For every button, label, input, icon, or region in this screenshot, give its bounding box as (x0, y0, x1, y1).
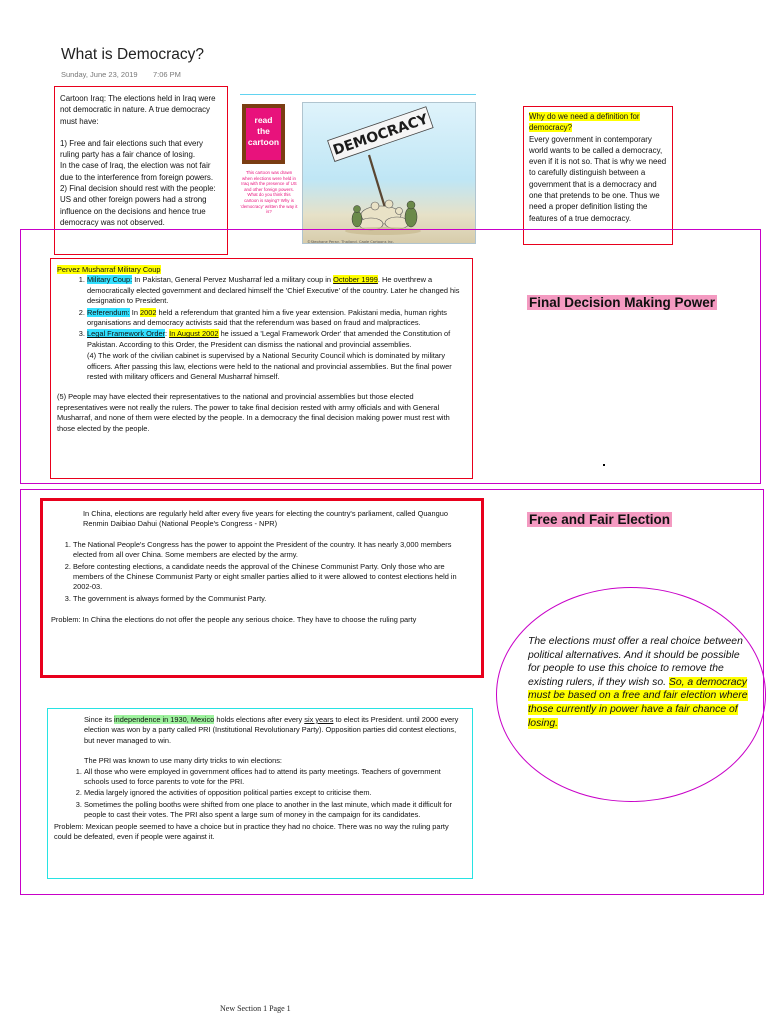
iraq-point-1-detail: In the case of Iraq, the election was not fair due to the interference from foreign powers. (60, 161, 214, 182)
democracy-cartoon-svg (303, 103, 476, 244)
cartoon-caption: This cartoon was drawn when elections were held in Iraq with the presence of US and other foreign powers. What do you think this cartoon is saying? Why is 'democracy' written the way it is? (240, 170, 298, 215)
final-decision-heading: Final Decision Making Power (529, 295, 716, 310)
pakistan-note (50, 258, 473, 479)
page-date: Sunday, June 23, 2019 (61, 70, 138, 79)
china-intro: In China, elections are regularly held after every five years for electing the country's parliament, called Quanguo Renmin Daibiao Dahui (National People's Congress - NPR) (83, 509, 448, 529)
china-item-3: 3. The government is always formed by the Communist Party. (73, 594, 473, 604)
definition-text-a: The elections must offer a real choice between political alternatives. And it should be possible for people to use this choice to remove the existing rulers, if they wish so. (528, 636, 743, 688)
pakistan-heading: Pervez Musharraf Military Coup (57, 265, 161, 274)
iraq-point-2: 2) Final decision should rest with the people: US and other foreign powers had a strong influence on the decisions and hence true democracy was not observed. (60, 184, 216, 227)
definition-text (528, 635, 754, 730)
mexico-list (54, 767, 466, 821)
mexico-problem: Problem: Mexican people seemed to have a choice but in practice they had no choice. There was no way the ruling party could be defeated, even if people were against it. (54, 821, 449, 842)
stray-mark (603, 464, 605, 466)
cartoon-credit: ©Stephane Peray, Thailand, Cagle Cartoons Inc. (307, 240, 395, 244)
why-question: Why do we need a definition for democracy? (529, 112, 640, 133)
mexico-tricks-intro: The PRI was known to use many dirty tricks to win elections: (84, 756, 282, 766)
mexico-item-1: 1. All those who were employed in government offices had to attend its party meetings. Teachers of government schools used to force parents to vote for the PRI. (84, 767, 466, 788)
cartoon-top-rule (240, 94, 476, 95)
china-list (51, 540, 473, 604)
pakistan-item-5: (5) People may have elected their representatives to the national and provincial assemblies but those elected representatives were not really the rulers. The power to take final decision rested with army officials and with General Musharraf, and none of them were elected by the people. In a democracy the final decision making power must rest with those elected by the people. (57, 392, 450, 433)
china-item-1: 1. The National People's Congress has the power to appoint the President of the country. It has nearly 3,000 members elected from all over China. Some members are elected by the army. (73, 540, 473, 561)
cartoon-drawing (302, 102, 476, 244)
page-title: What is Democracy? (61, 46, 204, 63)
page-time: 7:06 PM (153, 70, 181, 79)
mexico-intro: Since its independence in 1930, Mexico holds elections after every six years to elect its President. until 2000 every election was won by a party called PRI (Institutional Revolutionary Party). Opposition parties did contest elections, but never managed to win. (84, 715, 459, 745)
pakistan-item-legal-framework: 3. Legal Framework Order: In August 2002 he issued a 'Legal Framework Order' that amended the Constitution of Pakistan. According to this Order, the President can dismiss the national and provincial assemblies. (87, 329, 466, 350)
iraq-point-1: 1) Free and fair elections such that every ruling party has a fair chance of losing. (60, 138, 203, 160)
read-cartoon-badge: read the cartoon (242, 104, 285, 164)
china-note (40, 498, 484, 678)
china-item-2: 2. Before contesting elections, a candidate needs the approval of the Chinese Communist Party. Only those who are members of the Chinese Communist Party or eight smaller parties allied to it were allowed to contest elections held in 2002-03. (73, 562, 473, 593)
definition-text-b: So, a democracy must be based on a free and fair election where those currently in power have a fair chance of losing. (528, 676, 748, 729)
mexico-item-3: 3. Sometimes the polling booths were shifted from one place to another in the last minute, which made it difficult for people to cast their votes. The PRI also spent a large sum of money in the campaign for its candidates. (84, 800, 466, 821)
pakistan-item-military-coup: 1. Military Coup: In Pakistan, General Pervez Musharraf led a military coup in October 1999. He overthrew a democratically elected government and declared himself the 'Chief Executive' of the country. Later he changed his designation to President. (87, 275, 466, 306)
iraq-intro: Cartoon Iraq: The elections held in Iraq were not democratic in nature. A true democracy must have: (60, 94, 216, 126)
pakistan-item-4: (4) The work of the civilian cabinet is supervised by a National Security Council which is dominated by military officers. After passing this law, elections were held to the national and provincial assemblies. But the final power rested with military officers and General Musharraf himself. (87, 351, 452, 382)
mexico-note (47, 708, 473, 879)
page-footer: New Section 1 Page 1 (220, 1004, 291, 1013)
pakistan-item-referendum: 2. Referendum: In 2002 held a referendum that granted him a five year extension. Pakistani media, human rights organisations and democracy activists said that the referendum was based on fraud and malpractices. (87, 308, 466, 329)
free-fair-heading: Free and Fair Election (529, 512, 671, 527)
why-answer: Every government in contemporary world wants to be called a democracy, even if it is not so. That is why we need to carefully distinguish between a government that is a democracy and one that pretends to be one. Thus we need a proper definition listing the features of a true democracy. (529, 134, 667, 223)
china-problem: Problem: In China the elections do not offer the people any serious choice. They have to choose the ruling party (51, 615, 417, 625)
cartoon-image (240, 94, 476, 244)
why-definition-note (523, 106, 673, 245)
cartoon-banner-text: DEMOCRACY (331, 111, 431, 159)
mexico-item-2: 2. Media largely ignored the activities of opposition political parties except to criticise them. (84, 788, 466, 798)
